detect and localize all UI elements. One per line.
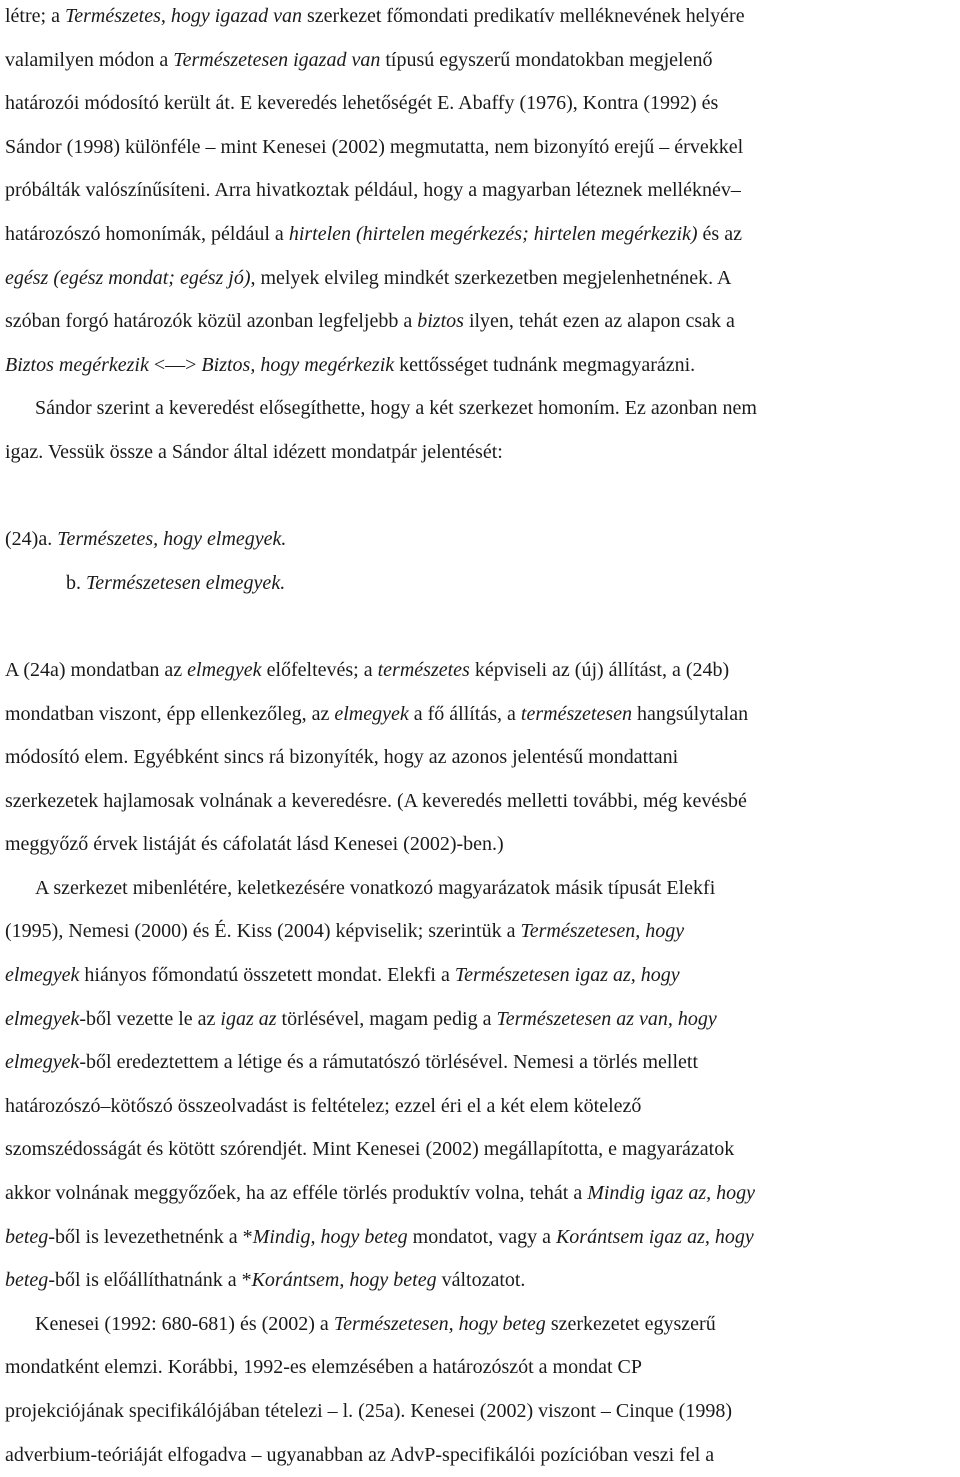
- text-line: A szerkezet mibenlétére, keletkezésére vonatkozó magyarázatok másik típusát Elekfi: [35, 876, 716, 899]
- blank-line: [5, 605, 955, 649]
- text-line: Biztos megérkezik <—> Biztos, hogy megérkezik kettősséget tudnánk megmagyarázni.: [5, 353, 696, 376]
- blank-line: [5, 475, 955, 519]
- text-line: határozószó homonímák, például a hirtelen (hirtelen megérkezés; hirtelen megérkezik) és az: [5, 222, 742, 245]
- text-line: próbálták valószínűsíteni. Arra hivatkoztak például, hogy a magyarban léteznek melléknév–: [5, 179, 741, 202]
- text-line: szomszédosságát és kötött szórendjét. Mint Kenesei (2002) megállapította, e magyarázatok: [5, 1138, 735, 1161]
- document-page: [5, 0, 955, 1477]
- example-24a: (24)a. Természetes, hogy elmegyek.: [5, 528, 287, 551]
- text-line: módosító elem. Egyébként sincs rá bizonyíték, hogy az azonos jelentésű mondattani: [5, 746, 679, 769]
- text-line: Sándor szerint a keveredést elősegíthette, hogy a két szerkezet homoním. Ez azonban nem: [35, 397, 757, 420]
- text-line: Kenesei (1992: 680-681) és (2002) a Természetesen, hogy beteg szerkezetet egyszerű: [35, 1312, 716, 1335]
- text-line: egész (egész mondat; egész jó), melyek elvileg mindkét szerkezetben megjelenhetnének. A: [5, 266, 732, 289]
- text-line: adverbium-teóriáját elfogadva – ugyanabban az AdvP-specifikálói pozícióban veszi fel a: [5, 1443, 715, 1466]
- text-line: létre; a Természetes, hogy igazad van szerkezet főmondati predikatív melléknevének helyére: [5, 5, 745, 27]
- text-line: elmegyek hiányos főmondatú összetett mondat. Elekfi a Természetesen igaz az, hogy: [5, 964, 680, 987]
- text-line: projekciójának specifikálójában tételezi – l. (25a). Kenesei (2002) viszont – Cinque (1998): [5, 1400, 732, 1422]
- text-line: A (24a) mondatban az elmegyek előfeltevés; a természetes képviseli az (új) állítást, a (24b): [5, 658, 730, 681]
- text-line: valamilyen módon a Természetesen igazad van típusú egyszerű mondatokban megjelenő: [5, 48, 713, 71]
- text-line: igaz. Vessük össze a Sándor által idézett mondatpár jelentését:: [5, 440, 503, 463]
- text-line: elmegyek-ből eredeztettem a létige és a rámutatószó törlésével. Nemesi a törlés mellett: [5, 1051, 699, 1074]
- text-line: meggyőző érvek listáját és cáfolatát lásd Kenesei (2002)-ben.): [5, 833, 504, 856]
- text-line: határozói módosító került át. E keveredés lehetőségét E. Abaffy (1976), Kontra (1992) és: [5, 92, 719, 115]
- text-line: (1995), Nemesi (2000) és É. Kiss (2004) képviselik; szerintük a Természetesen, hogy: [5, 920, 685, 943]
- text-line: mondatban viszont, épp ellenkezőleg, az elmegyek a fő állítás, a természetesen hangsúlytalan: [5, 702, 749, 725]
- text-line: beteg-ből is levezethetnénk a *Mindig, hogy beteg mondatot, vagy a Korántsem igaz az, hogy: [5, 1225, 754, 1248]
- text-line: határozószó–kötőszó összeolvadást is feltételez; ezzel éri el a két elem kötelező: [5, 1094, 642, 1117]
- text-line: szerkezetek hajlamosak volnának a keveredésre. (A keveredés melletti további, még kevésbé: [5, 789, 747, 812]
- example-24b: b. Természetesen elmegyek.: [66, 571, 286, 594]
- text-line: akkor volnának meggyőzőek, ha az efféle törlés produktív volna, tehát a Mindig igaz az, hogy: [5, 1182, 755, 1205]
- text-line: szóban forgó határozók közül azonban legfeljebb a biztos ilyen, tehát ezen az alapon csak a: [5, 310, 735, 333]
- text-line: elmegyek-ből vezette le az igaz az törlésével, magam pedig a Természetesen az van, hogy: [5, 1007, 717, 1030]
- text-line: mondatként elemzi. Korábbi, 1992-es elemzésében a határozószót a mondat CP: [5, 1356, 643, 1379]
- text-line: Sándor (1998) különféle – mint Kenesei (2002) megmutatta, nem bizonyító erejű – érvekkel: [5, 135, 744, 158]
- text-line: beteg-ből is előállíthatnánk a *Korántsem, hogy beteg változatot.: [5, 1269, 526, 1292]
